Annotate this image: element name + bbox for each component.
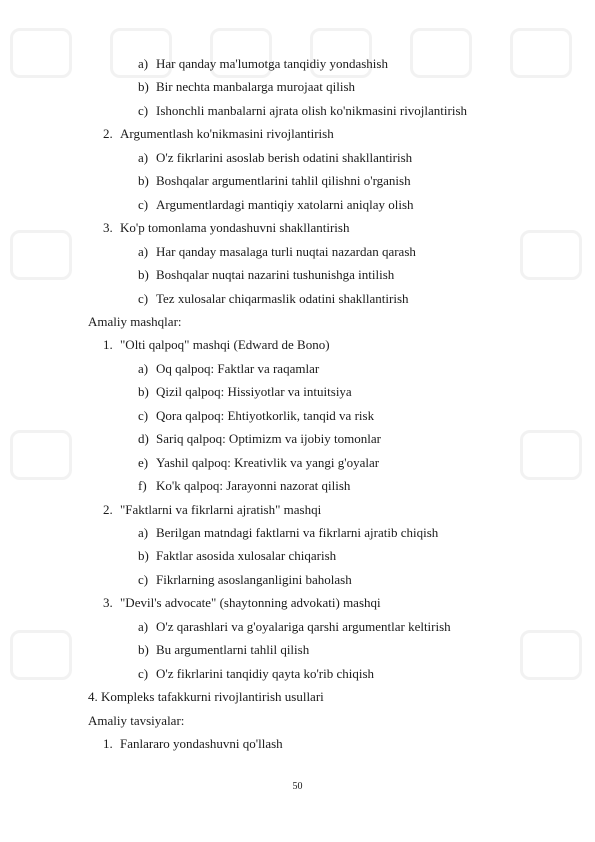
list-marker: c)	[138, 572, 149, 587]
list-marker: c)	[138, 197, 149, 212]
list-marker: 3.	[103, 595, 113, 610]
list-item-text: Argumentlardagi mantiqiy xatolarni aniqlay olish	[156, 197, 414, 212]
watermark-logo	[520, 630, 582, 680]
list-item-text: "Faktlarni va fikrlarni ajratish" mashqi	[120, 502, 322, 517]
watermark-logo	[10, 630, 72, 680]
page-number: 50	[292, 781, 303, 792]
list-item-text: Argumentlash ko'nikmasini rivojlantirish	[120, 126, 334, 141]
list-item-text: O'z fikrlarini asoslab berish odatini shakllantirish	[156, 150, 413, 165]
watermark-logo	[520, 230, 582, 280]
list-item-text: Qizil qalpoq: Hissiyotlar va intuitsiya	[156, 384, 352, 399]
list-marker: a)	[138, 150, 149, 165]
paragraph-line: Amaliy tavsiyalar:	[88, 713, 185, 728]
list-item-text: Har qanday ma'lumotga tanqidiy yondashish	[156, 56, 388, 71]
watermark-logo	[10, 430, 72, 480]
list-marker: c)	[138, 666, 149, 681]
list-item-text: O'z fikrlarini tanqidiy qayta ko'rib chiqish	[156, 666, 375, 681]
list-marker: b)	[138, 173, 149, 188]
list-item-text: Fikrlarning asoslanganligini baholash	[156, 572, 352, 587]
watermark-logo	[10, 230, 72, 280]
list-item-text: Bu argumentlarni tahlil qilish	[156, 642, 310, 657]
list-marker: b)	[138, 267, 149, 282]
list-item-text: "Devil's advocate" (shaytonning advokati) mashqi	[120, 595, 381, 610]
watermark-logo	[520, 430, 582, 480]
list-item-text: Ko'p tomonlama yondashuvni shakllantirish	[120, 220, 350, 235]
watermark-logo	[410, 28, 472, 78]
list-marker: b)	[138, 642, 149, 657]
list-item-text: O'z qarashlari va g'oyalariga qarshi argumentlar keltirish	[156, 619, 451, 634]
list-item-text: Boshqalar nuqtai nazarini tushunishga intilish	[156, 267, 395, 282]
list-item-text: Boshqalar argumentlarini tahlil qilishni o'rganish	[156, 173, 411, 188]
watermark-logo	[510, 28, 572, 78]
list-item-text: Qora qalpoq: Ehtiyotkorlik, tanqid va risk	[156, 408, 375, 423]
list-marker: b)	[138, 79, 149, 94]
list-item-text: Ishonchli manbalarni ajrata olish ko'nikmasini rivojlantirish	[156, 103, 468, 118]
list-marker: 1.	[103, 736, 113, 751]
list-marker: a)	[138, 619, 149, 634]
list-marker: c)	[138, 103, 149, 118]
list-marker: d)	[138, 431, 149, 446]
list-marker: b)	[138, 384, 149, 399]
list-marker: f)	[138, 478, 147, 493]
list-marker: c)	[138, 291, 149, 306]
watermark-logo	[10, 28, 72, 78]
list-marker: 2.	[103, 126, 113, 141]
list-marker: a)	[138, 56, 149, 71]
list-item-text: Fanlararo yondashuvni qo'llash	[120, 736, 283, 751]
list-marker: 1.	[103, 337, 113, 352]
list-marker: a)	[138, 244, 149, 259]
list-marker: a)	[138, 525, 149, 540]
list-item-text: Tez xulosalar chiqarmaslik odatini shakllantirish	[156, 291, 409, 306]
list-marker: 3.	[103, 220, 113, 235]
list-item-text: "Olti qalpoq" mashqi (Edward de Bono)	[120, 337, 330, 352]
list-item-text: Ko'k qalpoq: Jarayonni nazorat qilish	[156, 478, 351, 493]
list-item-text: Har qanday masalaga turli nuqtai nazardan qarash	[156, 244, 416, 259]
list-item-text: Sariq qalpoq: Optimizm va ijobiy tomonlar	[156, 431, 381, 446]
list-marker: e)	[138, 455, 149, 470]
paragraph-line: 4. Kompleks tafakkurni rivojlantirish usullari	[88, 689, 324, 704]
list-item-text: Faktlar asosida xulosalar chiqarish	[156, 548, 337, 563]
paragraph-line: Amaliy mashqlar:	[88, 314, 182, 329]
list-marker: 2.	[103, 502, 113, 517]
list-marker: a)	[138, 361, 149, 376]
list-item-text: Oq qalpoq: Faktlar va raqamlar	[156, 361, 320, 376]
list-item-text: Yashil qalpoq: Kreativlik va yangi g'oyalar	[156, 455, 380, 470]
list-item-text: Berilgan matndagi faktlarni va fikrlarni ajratib chiqish	[156, 525, 439, 540]
list-marker: b)	[138, 548, 149, 563]
list-marker: c)	[138, 408, 149, 423]
list-item-text: Bir nechta manbalarga murojaat qilish	[156, 79, 356, 94]
